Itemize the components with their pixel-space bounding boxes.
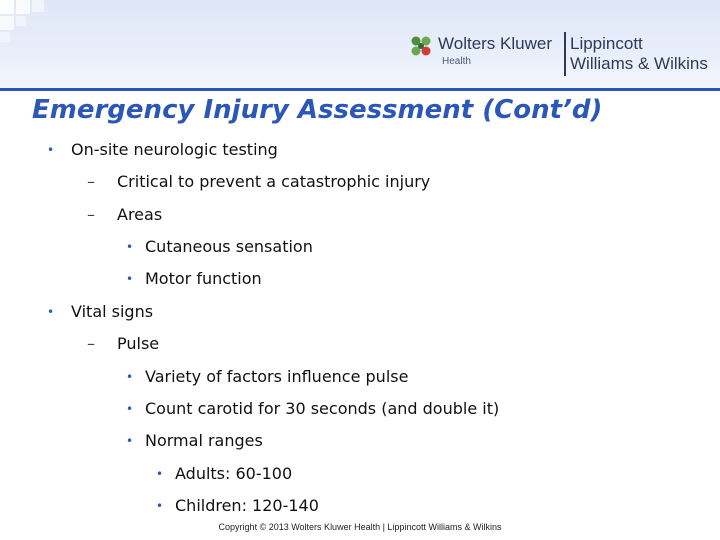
bullet-dot-icon: • xyxy=(47,305,55,319)
bullet-text: Normal ranges xyxy=(145,431,263,450)
logo-brand-text: Wolters Kluwer xyxy=(438,34,552,53)
bullet-dot-icon: • xyxy=(126,402,134,416)
bullet-dot-icon: • xyxy=(47,143,55,157)
logo-divider xyxy=(564,32,566,76)
bullet-text: Pulse xyxy=(117,334,160,353)
bullet-item xyxy=(126,399,500,418)
logo-sub-text: Health xyxy=(442,56,471,67)
copyright-footer: Copyright © 2013 Wolters Kluwer Health | Lippincott Williams & Wilkins xyxy=(218,522,502,532)
bullet-text: Cutaneous sensation xyxy=(145,237,313,256)
bullet-text: On-site neurologic testing xyxy=(71,140,278,159)
bullet-text: Children: 120-140 xyxy=(175,496,319,515)
logo-lippincott-text: Lippincott xyxy=(570,34,643,53)
bullet-text: Critical to prevent a catastrophic injury xyxy=(117,172,431,191)
bullet-text: Motor function xyxy=(145,269,262,288)
bullet-dot-icon: • xyxy=(156,499,164,513)
bullet-item xyxy=(47,302,154,321)
logo-williams-wilkins-text: Williams & Wilkins xyxy=(570,54,708,73)
bullet-item xyxy=(126,431,263,450)
bullet-dot-icon: • xyxy=(126,272,134,286)
bullet-text: Count carotid for 30 seconds (and double it) xyxy=(145,399,500,418)
bullet-dash-icon: – xyxy=(87,334,95,353)
bullet-item xyxy=(47,140,278,159)
bullet-dot-icon: • xyxy=(126,434,134,448)
bullet-item xyxy=(156,496,319,515)
bullet-text: Variety of factors influence pulse xyxy=(145,367,409,386)
bullet-text: Areas xyxy=(117,205,163,224)
bullet-item xyxy=(87,172,431,191)
header-band xyxy=(0,0,720,88)
bullet-item xyxy=(87,334,160,353)
bullet-dash-icon: – xyxy=(87,205,95,224)
bullet-dot-icon: • xyxy=(156,467,164,481)
wolters-kluwer-logo-icon xyxy=(408,33,434,59)
bullet-dot-icon: • xyxy=(126,370,134,384)
bullet-text: Vital signs xyxy=(71,302,154,321)
bullet-dash-icon: – xyxy=(87,172,95,191)
bullet-item xyxy=(126,367,409,386)
bullet-item xyxy=(156,464,293,483)
publisher-logo xyxy=(408,30,720,80)
bullet-item xyxy=(126,237,313,256)
slide-title: Emergency Injury Assessment (Cont’d) xyxy=(32,95,603,125)
bullet-text: Adults: 60-100 xyxy=(175,464,293,483)
bullet-dot-icon: • xyxy=(126,240,134,254)
bullet-item xyxy=(87,205,163,224)
header-rule xyxy=(0,88,720,91)
bullet-item xyxy=(126,269,262,288)
